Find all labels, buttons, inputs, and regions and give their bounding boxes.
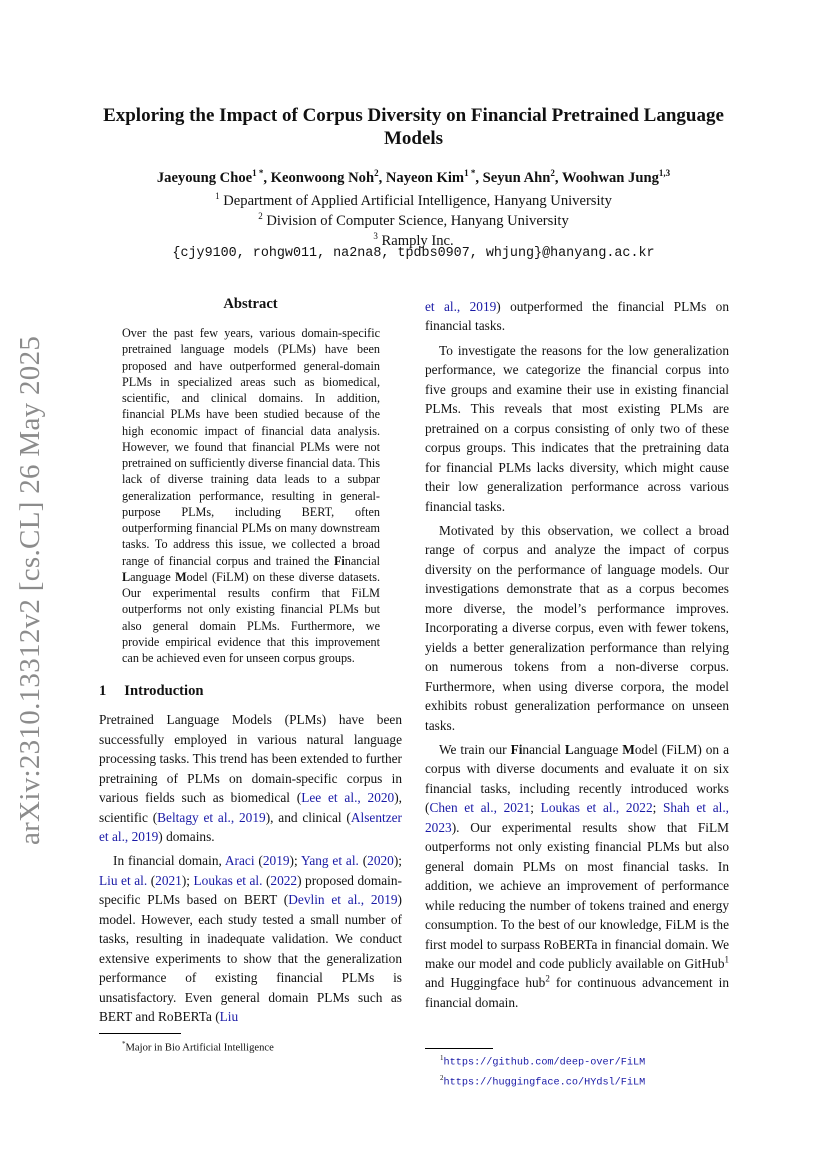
text-run: We train our (439, 741, 511, 757)
citation-link[interactable]: Loukas et al. (193, 872, 263, 888)
footnote-rule-left (99, 1033, 181, 1034)
text-run: ; (652, 800, 664, 816)
right-column-body (425, 297, 729, 1012)
affiliation-2: $^2$ Division of Computer Science, Hanyang University (258, 211, 569, 229)
paragraph (425, 521, 729, 735)
right-column (425, 297, 729, 1110)
author-name: Woohwan Jung$^{1,3}$ (561, 168, 671, 186)
bold-text: M (622, 741, 635, 757)
citation-link[interactable]: Liu (219, 1009, 239, 1025)
citation-link[interactable]: Loukas et al., 2022 (540, 800, 653, 816)
text-run: ( (262, 872, 271, 888)
github-url-link[interactable]: https://github.com/deep-over/FiLM (443, 1057, 646, 1069)
bold-text: L (564, 741, 574, 757)
text-run: Pretrained Language Models (PLMs) have been successfully employed in various natural language processing tasks. This trend has been extended to further pretraining of PLMs on domain-specific corpus in various fields such as biomedical ( (99, 712, 402, 806)
bold-text: Fi (333, 553, 345, 568)
paragraph (425, 740, 729, 1012)
text-run: Over the past few years, various domain-specific pretrained language models (PLMs) have been proposed and have outperformed general-domain PLMs in specialized areas such as biomedical, scientific, and clinical domains. In addition, financial PLMs have been studied because of the high economic impact of financial data analysis. However, we found that financial PLMs were not pretrained on sufficiently diverse financial data. This lack of diverse training data leads to a subpar generalization performance, resulting in general-purpose PLMs, including BERT, often outperforming financial PLMs on many downstream tasks. To address this issue, we collected a broad range of financial corpus and trained the (122, 326, 380, 568)
left-column (99, 295, 402, 1055)
text-run: To investigate the reasons for the low generalization performance, we categorize the financial corpus into five groups and examine their use in existing financial PLMs. This reveals that most existing PLMs are pretrained on a corpus consisting of only two of these corpus groups. This indicates that the pretraining data for financial PLMs lacks diversity, which might cause their low generalization performance across various financial tasks. (425, 342, 729, 514)
author-name: Nayeon Kim$^{1 *}$ (385, 168, 476, 186)
citation-link[interactable]: Araci (224, 853, 255, 869)
text-run: ) model. However, each study tested a small number of tasks, resulting in inadequate validation. We conduct extensive experiments to show that the generalization performance of existing financial PLMs is unsatisfactory. Even general domain PLMs such as BERT and RoBERTa ( (99, 892, 402, 1025)
footnote-marker: 1 (724, 954, 729, 965)
footnote-github[interactable]: $^1$https://github.com/deep-over/FiLM (440, 1054, 646, 1069)
text-run: ), and clinical ( (265, 809, 351, 825)
footnote-rule-right (425, 1048, 493, 1049)
paragraph (425, 341, 729, 516)
text-run: ( (254, 853, 263, 869)
citation-link[interactable]: 2019 (262, 853, 290, 869)
text-run: ); (393, 853, 402, 869)
abstract-heading: Abstract (223, 296, 278, 312)
bold-text: L (122, 569, 131, 584)
citation-link[interactable]: Devlin et al., 2019 (288, 892, 398, 908)
author-name: Keonwoong Noh$^2$ (270, 168, 379, 186)
paragraph (99, 851, 402, 1026)
citation-link[interactable]: 2020 (367, 853, 394, 869)
citation-link[interactable]: Liu et al. (99, 872, 148, 888)
paragraph (425, 297, 729, 336)
author-emails: {cjy9100, rohgw011, na2na8, tpdbs0907, whjung}@hanyang.ac.kr (172, 246, 655, 261)
citation-link[interactable]: Chen et al., 2021 (429, 800, 531, 816)
text-run: ( (358, 853, 368, 869)
paragraph (99, 710, 402, 846)
text-run: ), scientific ( (99, 790, 403, 825)
citation-link[interactable]: 2022 (270, 872, 298, 888)
footnote-left: *Major in Bio Artificial Intelligence (122, 1039, 274, 1054)
citation-link[interactable]: Yang et al. (301, 853, 359, 869)
text-run: ) domains. (158, 828, 215, 844)
text-run: anguage (573, 741, 623, 757)
text-run: ) outperformed the financial PLMs on financial tasks. (425, 299, 729, 334)
citation-link[interactable]: Alsentzer et al., 2019 (99, 809, 402, 844)
affiliation-3: $^3$ Ramply Inc. (373, 231, 454, 249)
text-run: for continuous advancement in financial domain. (425, 975, 730, 1010)
text-run: Motivated by this observation, we collect a broad range of corpus and analyze the impact of corpus diversity on the performance of language models. Our investigations demonstrate that as a corpus becomes more diverse, the model’s performance improves. Incorporating a diverse corpus, even with fewer tokens, yields a better generalization performance than relying on numerous tokens from a non-diverse corpus. Furthermore, when using diverse corpora, the model exhibits robust generalization performance on unseen tasks. (425, 522, 729, 733)
citation-link[interactable]: Lee et al., 2020 (301, 790, 395, 806)
arxiv-watermark: arXiv:2310.13312v2 [cs.CL] 26 May 2025 (14, 335, 46, 845)
text-run: ); (181, 872, 194, 888)
text-run: ; (530, 800, 541, 816)
text-run: ). Our experimental results show that FiLM outperforms not only existing financial PLMs but also general domain PLMs on most financial tasks. In addition, we achieve an improvement of performance while reducing the number of tokens trained and energy consumption. To the best of our knowledge, FiLM is the first model to surpass RoBERTa in financial domain. We make our model and code publicly available on GitHub (425, 819, 729, 971)
footnote-huggingface[interactable]: $^2$https://huggingface.co/HYdsl/FiLM (440, 1073, 646, 1089)
citation-link[interactable]: Shah et al., 2023 (425, 800, 729, 835)
footnote-marker: 2 (545, 973, 550, 984)
text-run: odel (FiLM) on these diverse datasets. Our experimental results confirm that FiLM outperforms not only existing financial PLMs but also general domain PLMs. Furthermore, we provide empirical evidence that this improvement can be achieved even for unseen corpus groups. (122, 569, 380, 665)
text-run: and Huggingface hub (425, 975, 546, 991)
author-name: Jaeyoung Choe$^{1 *}$ (156, 168, 264, 186)
huggingface-url-link[interactable]: https://huggingface.co/HYdsl/FiLM (443, 1077, 646, 1089)
author-name: Seyun Ahn$^2$ (482, 168, 555, 186)
text-run: nancial (522, 741, 565, 757)
text-run: nancial (344, 553, 380, 568)
section-heading-introduction: 1 Introduction (99, 683, 204, 700)
left-column-body (99, 710, 402, 1026)
text-run: anguage (130, 569, 176, 584)
text-run: In financial domain, (113, 853, 225, 869)
text-run: ); (289, 853, 302, 869)
text-run: ) proposed domain-specific PLMs based on BERT ( (99, 872, 402, 908)
citation-link[interactable]: Beltagy et al., 2019 (157, 809, 266, 825)
paper-title: Exploring the Impact of Corpus Diversity on Financial Pretrained Language Models (103, 105, 724, 149)
bold-text: Fi (510, 741, 523, 757)
author-list: Jaeyoung Choe$^{1 *}$, Keonwoong Noh$^2$, Nayeon Kim$^{1 *}$, Seyun Ahn$^2$, Woohwan Jung$^{1,3}$ (156, 168, 671, 186)
bold-text: M (175, 569, 187, 584)
text-run: odel (FiLM) on a corpus with diverse documents and evaluate it on six financial tasks, including recently introduced works ( (425, 741, 729, 816)
abstract-body (122, 325, 380, 666)
citation-link[interactable]: 2021 (155, 872, 182, 888)
affiliation-1: $^1$ Department of Applied Artificial Intelligence, Hanyang University (215, 191, 612, 209)
text-run: ( (147, 872, 156, 888)
citation-link[interactable]: et al., 2019 (425, 299, 497, 314)
